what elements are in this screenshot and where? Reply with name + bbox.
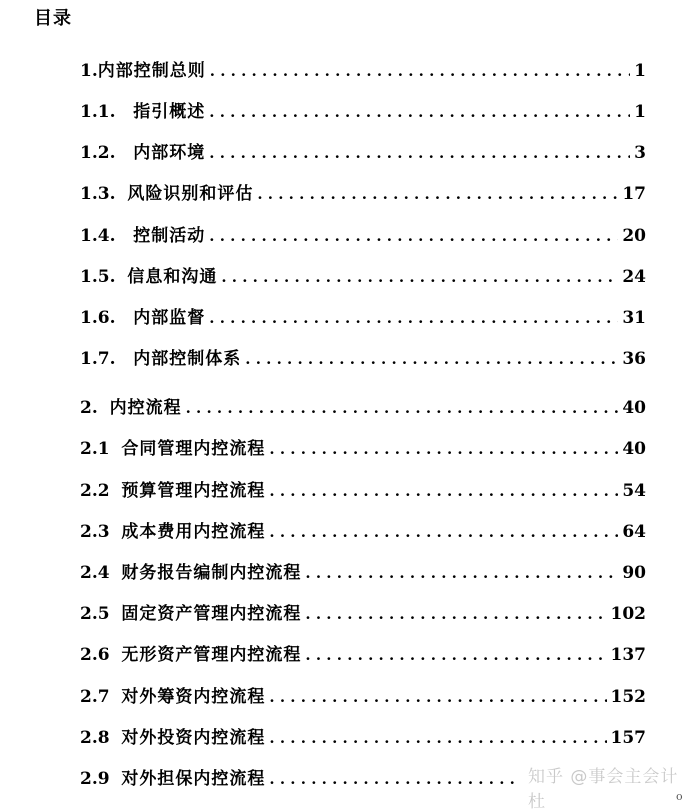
dot-leader — [209, 225, 618, 247]
toc-page-number: 1 — [634, 102, 646, 122]
toc-title: 成本费用内控流程 — [121, 522, 266, 542]
toc-number: 2. — [80, 398, 110, 418]
toc-entry[interactable] — [80, 682, 646, 708]
toc-entry[interactable] — [80, 179, 646, 205]
toc-title: 财务报告编制内控流程 — [121, 563, 302, 583]
toc-number: 1.5. — [80, 267, 128, 287]
toc-entry[interactable] — [80, 517, 646, 543]
dot-leader — [257, 183, 618, 205]
toc-number: 1.3. — [80, 184, 128, 204]
toc-page-number: 102 — [610, 604, 646, 624]
toc-page-number: 137 — [610, 645, 646, 665]
toc-title: 对外筹资内控流程 — [121, 687, 266, 707]
toc-number: 2.9 — [80, 769, 122, 789]
toc-title: 合同管理内控流程 — [121, 439, 266, 459]
toc-page-number: 40 — [622, 398, 646, 418]
toc-page-number: 40 — [622, 439, 646, 459]
page-corner-glyph: o — [676, 790, 683, 803]
toc-title: 对外担保内控流程 — [121, 769, 266, 789]
dot-leader — [269, 480, 618, 502]
toc-title: 信息和沟通 — [127, 267, 218, 287]
toc-number: 2.5 — [80, 604, 122, 624]
dot-leader — [186, 397, 619, 419]
toc-entry[interactable] — [80, 599, 646, 625]
toc-page-number: 3 — [634, 143, 646, 163]
toc-title: 内部控制总则 — [97, 61, 206, 81]
toc-entry[interactable] — [80, 434, 646, 460]
dot-leader — [269, 686, 606, 708]
toc-page-number: 1 — [634, 61, 646, 81]
toc-number: 1.2. — [80, 143, 134, 163]
toc-entry[interactable] — [80, 558, 646, 584]
toc-page-number: 24 — [622, 267, 646, 287]
dot-leader — [209, 101, 630, 123]
toc-page-number: 54 — [622, 481, 646, 501]
toc-number: 2.3 — [80, 522, 122, 542]
dot-leader — [221, 266, 618, 288]
dot-leader — [209, 307, 618, 329]
toc-entry[interactable] — [80, 764, 520, 790]
toc-page-number: 20 — [622, 226, 646, 246]
dot-leader — [305, 603, 606, 625]
toc-page-number: 31 — [622, 308, 646, 328]
toc-number: 2.2 — [80, 481, 122, 501]
toc-entry[interactable] — [80, 640, 646, 666]
toc-entry[interactable] — [80, 138, 646, 164]
dot-leader — [305, 562, 618, 584]
dot-leader — [269, 438, 618, 460]
toc-entry[interactable] — [80, 303, 646, 329]
toc-page-number: 36 — [622, 349, 646, 369]
toc-number: 1.6. — [80, 308, 134, 328]
dot-leader — [209, 142, 630, 164]
toc-page-number: 17 — [622, 184, 646, 204]
toc-title: 固定资产管理内控流程 — [121, 604, 302, 624]
toc-entry[interactable] — [80, 56, 646, 82]
dot-leader — [269, 768, 516, 790]
zhihu-watermark: 知乎 @事会主会计杜 — [528, 767, 679, 812]
toc-entry[interactable] — [80, 344, 646, 370]
toc-heading: 目录 — [34, 8, 72, 29]
toc-title: 内部监督 — [133, 308, 206, 328]
toc-title: 内部环境 — [133, 143, 206, 163]
toc-page-number: 90 — [622, 563, 646, 583]
toc-title: 对外投资内控流程 — [121, 728, 266, 748]
toc-number: 2.8 — [80, 728, 122, 748]
toc-number: 2.4 — [80, 563, 122, 583]
toc-entry[interactable] — [80, 476, 646, 502]
toc-entry[interactable] — [80, 221, 646, 247]
toc-entry[interactable] — [80, 262, 646, 288]
toc-number: 2.6 — [80, 645, 122, 665]
toc-number: 1. — [80, 61, 98, 81]
toc-number: 1.4. — [80, 226, 134, 246]
toc-number: 1.7. — [80, 349, 134, 369]
dot-leader — [245, 348, 618, 370]
dot-leader — [305, 644, 606, 666]
toc-title: 内部控制体系 — [133, 349, 242, 369]
toc-title: 无形资产管理内控流程 — [121, 645, 302, 665]
toc-entry[interactable] — [80, 97, 646, 123]
toc-title: 控制活动 — [133, 226, 206, 246]
dot-leader — [210, 60, 630, 82]
toc-number: 1.1. — [80, 102, 134, 122]
toc-page-number: 152 — [610, 687, 646, 707]
dot-leader — [269, 521, 618, 543]
toc-page-number: 157 — [610, 728, 646, 748]
toc-title: 预算管理内控流程 — [121, 481, 266, 501]
dot-leader — [269, 727, 606, 749]
toc-title: 风险识别和评估 — [127, 184, 254, 204]
toc-entry[interactable] — [80, 723, 646, 749]
toc-number: 2.1 — [80, 439, 122, 459]
toc-title: 指引概述 — [133, 102, 206, 122]
toc-entry[interactable] — [80, 393, 646, 419]
toc-title: 内控流程 — [109, 398, 182, 418]
toc-number: 2.7 — [80, 687, 122, 707]
toc-page-number: 64 — [622, 522, 646, 542]
